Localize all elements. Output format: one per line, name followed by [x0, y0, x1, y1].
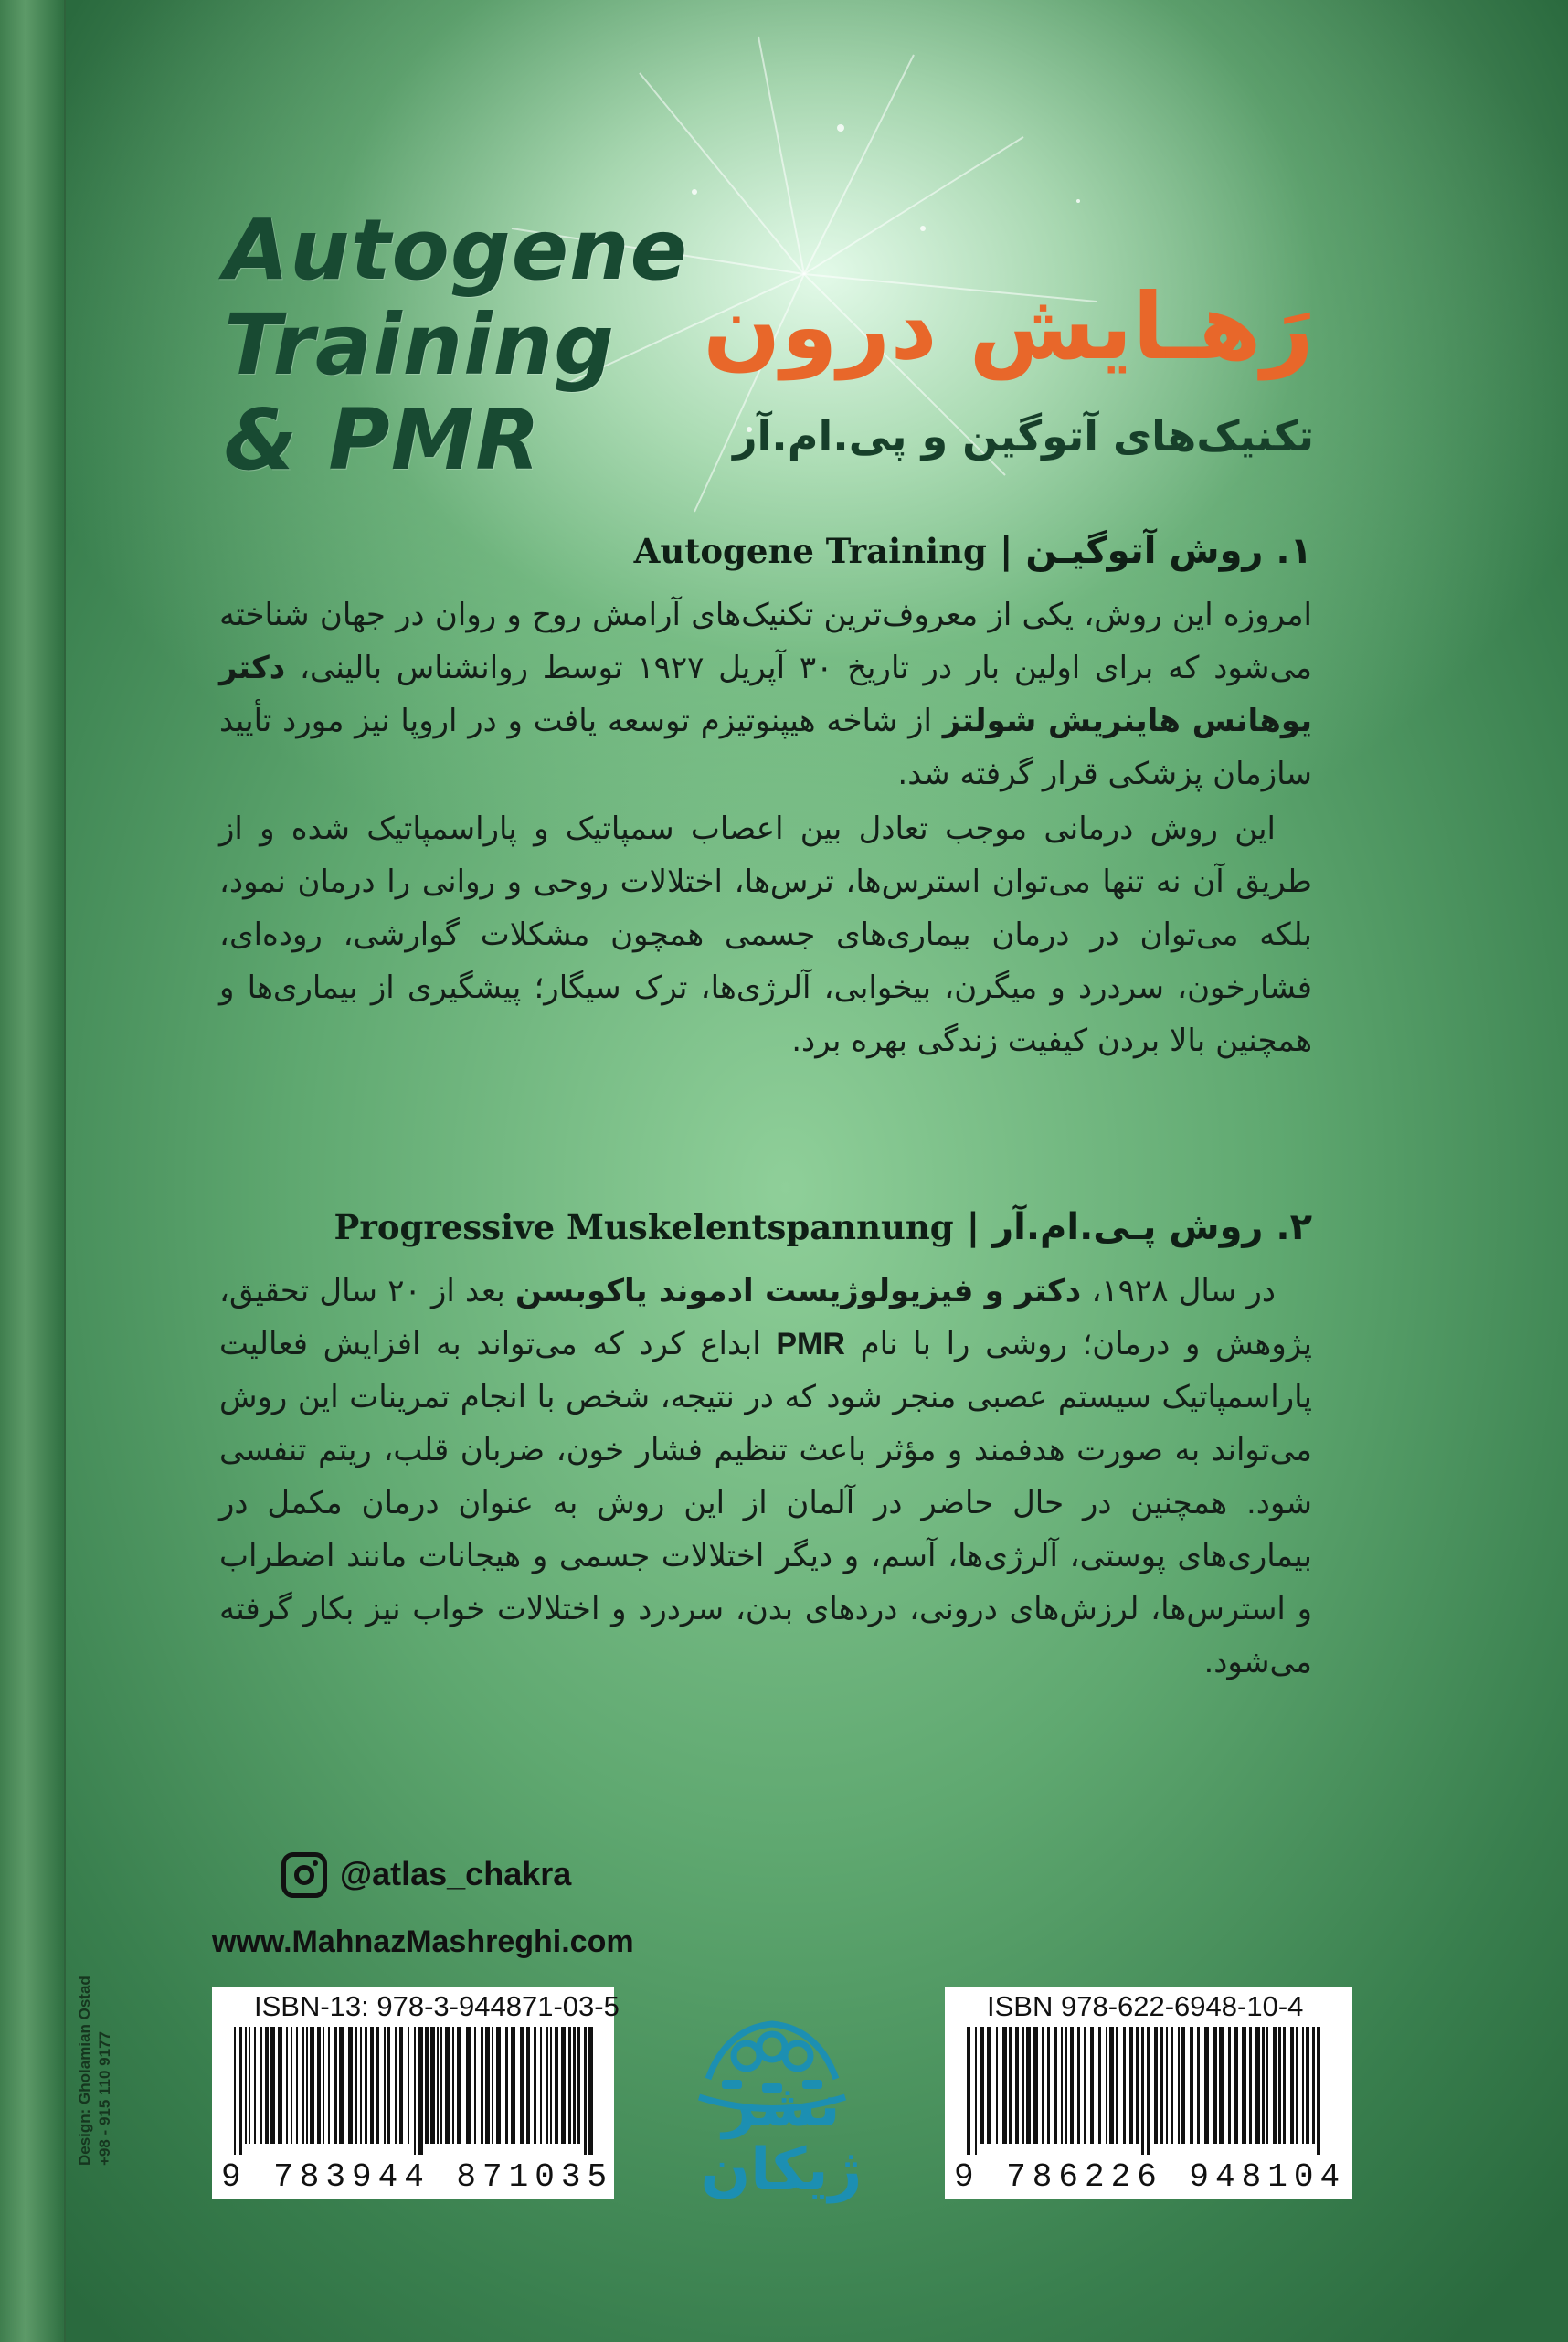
barcode-bar	[1255, 2027, 1260, 2144]
barcode-bar	[245, 2027, 247, 2144]
paragraph	[219, 588, 1312, 800]
barcode-bar	[1306, 2027, 1309, 2144]
barcode-bar	[1015, 2027, 1019, 2144]
paragraph-text: ابداع کرد که می‌تواند به افزایش فعالیت پاراسمپاتیک سیستم عصبی منجر شود که در نتیجه، شخص با انجام تمرینات این روش می‌تواند به صورت هدفمند و مؤثر باعث تنظیم فشار خون، ضربان قلب، ریتم تنفسی شود. همچنین در حال حاضر در آلمان از این روش به عنوان درمان مکمل در بیماری‌های پوستی، آلرژی‌ها، آسم، و دیگر اختلالات جسمی و هیجانات مانند اضطراب و استرس‌ها، لرزش‌های درونی، دردهای بدن، سردرد و اختلالات خواب نیز بکار گرفته می‌شود.	[219, 1326, 1312, 1680]
barcode-bar	[437, 2027, 439, 2144]
barcode-bar	[328, 2027, 330, 2144]
barcode-bar	[425, 2027, 429, 2144]
barcode-bar	[1147, 2027, 1150, 2155]
barcode-bar	[980, 2027, 984, 2144]
barcode-bar	[387, 2027, 390, 2144]
barcode-bar	[1047, 2027, 1050, 2144]
paragraph-text: امروزه این روش، یکی از معروف‌ترین تکنیک‌های آرامش روح و روان در جهان شناخته می‌شود که برای اولین بار در تاریخ ۳۰ آپریل ۱۹۲۷ توسط روانشناس بالینی،	[219, 597, 1312, 686]
paragraph-bold: دکتر و فیزیولوژیست ادموند یاکوبسن	[514, 1273, 1082, 1309]
barcode-bar	[534, 2027, 536, 2144]
publisher-name-line: نشر	[722, 2072, 841, 2140]
barcode-bar	[1228, 2027, 1231, 2144]
barcode-bar	[1283, 2027, 1286, 2144]
barcode-bars	[967, 2027, 1332, 2155]
barcode-bar	[492, 2027, 493, 2144]
barcode-bar	[445, 2027, 450, 2144]
barcode-bar	[481, 2027, 483, 2144]
barcode-bar	[1090, 2027, 1094, 2144]
paragraph-bold: PMR	[776, 1327, 845, 1362]
barcode-bar	[339, 2027, 344, 2144]
barcode-bar	[1141, 2027, 1144, 2155]
barcode-bar	[511, 2027, 515, 2144]
design-credit-line: +98 - 915 110 9177	[96, 2031, 113, 2166]
barcode-bar	[1197, 2027, 1200, 2144]
barcode-bar	[561, 2027, 566, 2144]
barcode-bar	[355, 2027, 357, 2144]
barcode-bar	[302, 2027, 304, 2144]
barcode-bar	[1296, 2027, 1298, 2144]
barcode-bar	[1290, 2027, 1294, 2144]
barcode-bar	[399, 2027, 403, 2144]
barcode-bar	[278, 2027, 282, 2144]
barcode-bar	[1190, 2027, 1193, 2144]
barcode-bar	[1166, 2027, 1168, 2144]
publisher-name-line: ژیکان	[700, 2136, 863, 2204]
persian-title: رَهـایش درون	[703, 273, 1314, 380]
barcode-bar	[584, 2027, 587, 2155]
barcode-bar	[1171, 2027, 1173, 2144]
barcode-bar	[1106, 2027, 1107, 2144]
paragraph-text: از شاخه هیپنوتیزم توسعه یافت و در اروپا نیز مورد تأیید سازمان پزشکی قرار گرفته شد.	[219, 703, 1312, 792]
instagram-handle: @atlas_chakra	[340, 1855, 572, 1892]
barcode-bar	[430, 2027, 435, 2144]
barcode-bar	[317, 2027, 321, 2144]
barcode-bar	[1002, 2027, 1007, 2144]
paragraph: این روش درمانی موجب تعادل بین اعصاب سمپاتیک و پاراسمپاتیک شده و از طریق آن نه تنها می‌توان استرس‌ها، ترس‌ها، اختلالات روحی و روانی را درمان نمود، بلکه می‌توان در درمان بیماری‌های جسمی همچون مشکلات گوارشی، روده‌ای، فشارخون، سردرد و میگرن، بیخوابی، آلرژی‌ها، ترک سیگار؛ پیشگیری از بیماری‌ها و همچنین بالا بردن کیفیت زندگی بهره برد.	[219, 811, 1312, 1059]
barcode-bar	[466, 2027, 471, 2144]
barcode-bar	[1123, 2027, 1126, 2144]
barcode-bar	[1266, 2027, 1268, 2144]
barcode-bar	[1022, 2027, 1024, 2144]
barcode-bar	[1084, 2027, 1086, 2144]
barcode-bar	[249, 2027, 250, 2144]
barcode-bar	[1054, 2027, 1057, 2144]
instagram-icon	[281, 1852, 327, 1898]
paragraph-text: بعد از ۲۰ سال تحقیق، پژوهش و درمان؛ روشی را با نام	[219, 1273, 1312, 1362]
barcode-bar	[1009, 2027, 1012, 2144]
barcode-bar	[485, 2027, 490, 2144]
barcode-bar	[520, 2027, 524, 2144]
section-heading-en: Progressive Muskelentspannung	[334, 1207, 954, 1247]
barcode-bar	[1160, 2027, 1163, 2144]
barcode-bar	[1178, 2027, 1180, 2144]
barcode-bar	[270, 2027, 275, 2144]
barcode-bar	[1273, 2027, 1277, 2144]
barcode-bar	[457, 2027, 461, 2144]
barcode-bar	[546, 2027, 548, 2144]
website-url: www.MahnazMashreghi.com	[212, 1924, 634, 1959]
section-autogene	[219, 530, 1312, 1067]
barcode-bar	[348, 2027, 353, 2144]
barcode-bar	[1204, 2027, 1209, 2144]
barcode-bar	[1249, 2027, 1252, 2144]
barcode-isbn	[945, 1987, 1352, 2199]
barcode-bar	[588, 2027, 593, 2155]
barcode-bar	[555, 2027, 558, 2144]
barcode-bar	[1262, 2027, 1265, 2144]
barcode-bar	[1213, 2027, 1217, 2144]
barcode-bar	[1317, 2027, 1320, 2155]
barcode-bar	[1033, 2027, 1038, 2144]
barcode-bar	[1070, 2027, 1074, 2144]
barcode-bar	[452, 2027, 454, 2144]
barcode-bar	[975, 2027, 977, 2155]
paragraph	[219, 1265, 1312, 1689]
barcode-bar	[260, 2027, 262, 2144]
barcode-isbn13	[212, 1987, 620, 2199]
barcode-bar	[996, 2027, 998, 2144]
section-pmr	[219, 1206, 1312, 1689]
barcode-bar	[286, 2027, 288, 2144]
section-heading-fa: ۲. روش پـی.ام.آر	[992, 1206, 1312, 1248]
barcode-bar	[573, 2027, 576, 2144]
english-title-line: Autogene	[224, 201, 689, 299]
barcode-bar	[296, 2027, 298, 2144]
section-heading	[219, 1206, 1312, 1248]
barcode-bar	[550, 2027, 552, 2144]
barcode-bar	[1136, 2027, 1139, 2144]
barcode-bar	[418, 2027, 423, 2155]
barcode-bar	[370, 2027, 374, 2144]
barcode-bar	[474, 2027, 476, 2144]
barcode-bar	[987, 2027, 991, 2144]
paragraph-text: در سال ۱۹۲۸،	[1081, 1273, 1277, 1309]
publisher-name	[676, 2074, 886, 2202]
barcode-bar	[568, 2027, 571, 2144]
barcode-bar	[384, 2027, 386, 2144]
barcode-bar	[1312, 2027, 1315, 2144]
barcode-bar	[526, 2027, 530, 2144]
barcode-bar	[1109, 2027, 1114, 2144]
barcode-bars	[234, 2027, 599, 2155]
barcode-bar	[1129, 2027, 1133, 2144]
barcode-bar	[334, 2027, 337, 2144]
barcode-digits: 9 783944 871035	[221, 2158, 614, 2196]
barcode-bar	[365, 2027, 367, 2144]
barcode-bar	[1116, 2027, 1118, 2144]
barcode-bar	[291, 2027, 292, 2144]
barcode-bar	[1042, 2027, 1044, 2144]
barcode-bar	[1154, 2027, 1158, 2144]
barcode-bar	[1234, 2027, 1238, 2144]
barcode-bar	[1061, 2027, 1063, 2144]
barcode-bar	[1242, 2027, 1246, 2144]
barcode-bar	[1302, 2027, 1304, 2144]
barcode-bar	[234, 2027, 236, 2155]
barcode-bar	[1026, 2027, 1031, 2144]
barcode-bar	[414, 2027, 416, 2155]
barcode-bar	[1181, 2027, 1185, 2144]
section-heading-fa: ۱. روش آتوگیـن	[1025, 530, 1312, 572]
barcode-bar	[540, 2027, 542, 2144]
english-title-line: & PMR	[224, 391, 542, 489]
persian-subtitle: تکنیک‌های آتوگین و پی.ام.آر	[733, 411, 1314, 461]
barcode-bar	[1077, 2027, 1080, 2144]
barcode-bar	[360, 2027, 362, 2144]
barcode-bar	[505, 2027, 508, 2144]
barcode-bar	[440, 2027, 442, 2144]
barcode-bar	[967, 2027, 970, 2155]
barcode-bar	[323, 2027, 324, 2144]
barcode-bar	[306, 2027, 308, 2144]
english-title-line: Training	[224, 296, 616, 394]
barcode-bar	[376, 2027, 379, 2144]
section-heading-en: Autogene Training	[633, 531, 987, 571]
barcode-bar	[310, 2027, 314, 2144]
paragraph-bold: دکتر یوهانس هاینریش شولتز	[219, 650, 1312, 739]
heading-separator: |	[966, 1206, 980, 1248]
barcode-digits: 9 786226 948104	[954, 2158, 1347, 2196]
barcode-bar	[265, 2027, 269, 2144]
design-credit-line: Design: Gholamian Ostad	[76, 1976, 93, 2166]
barcode-bar	[496, 2027, 501, 2144]
barcode-label: ISBN 978-622-6948-10-4	[987, 1990, 1304, 2022]
heading-separator: |	[999, 530, 1013, 572]
barcode-bar	[1065, 2027, 1067, 2144]
barcode-bar	[395, 2027, 397, 2144]
barcode-bar	[239, 2027, 242, 2155]
barcode-bar	[577, 2027, 580, 2144]
barcode-bar	[1278, 2027, 1281, 2144]
barcode-bar	[1219, 2027, 1224, 2144]
barcode-bar	[1098, 2027, 1101, 2144]
english-title	[224, 203, 772, 488]
barcode-bar	[408, 2027, 409, 2144]
barcode-label: ISBN-13: 978-3-944871-03-5	[254, 1990, 620, 2022]
section-heading	[219, 530, 1312, 572]
design-credit	[75, 1976, 115, 2166]
barcode-bar	[254, 2027, 256, 2144]
